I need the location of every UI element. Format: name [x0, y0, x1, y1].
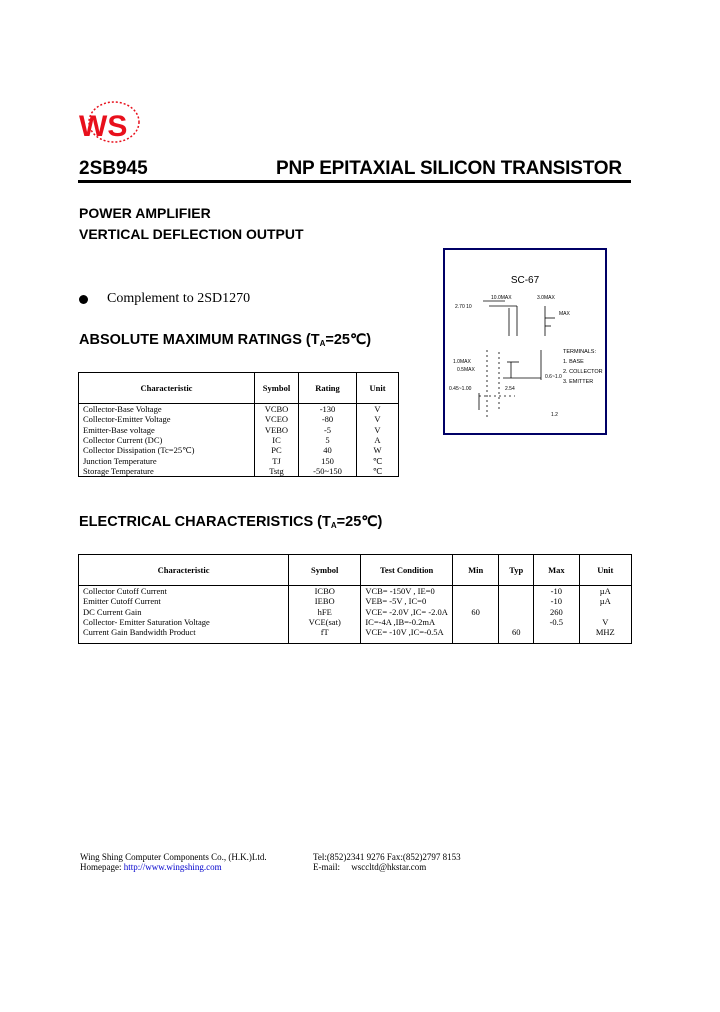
col-header-unit: Unit	[579, 555, 631, 586]
svg-text:3.0MAX: 3.0MAX	[537, 295, 555, 301]
elec-char-table	[78, 554, 632, 644]
svg-text:3. EMITTER: 3. EMITTER	[563, 379, 594, 385]
footer-tel-fax: Tel:(852)2341 9276 Fax:(852)2797 8153	[313, 852, 461, 862]
table-row: Collector Current (DC) IC 5 A	[79, 435, 399, 445]
table-row: Junction Temperature TJ 150 ℃	[79, 455, 399, 465]
col-header-min: Min	[452, 555, 498, 586]
table-row: Collector Dissipation (Tc=25℃) PC 40 W	[79, 445, 399, 455]
col-header-characteristic: Characteristic	[79, 373, 255, 404]
header-rule	[78, 180, 631, 183]
feature-line-2: VERTICAL DEFLECTION OUTPUT	[79, 226, 304, 242]
table-row: Current Gain Bandwidth Product fT VCE= -10V ,IC=-0.5A 60 MHZ	[79, 627, 632, 637]
svg-text:MAX: MAX	[559, 311, 570, 317]
company-logo	[78, 100, 142, 144]
svg-text:0.6~1.0: 0.6~1.0	[545, 374, 562, 380]
logo-text: WS	[79, 110, 128, 143]
svg-text:TERMINALS:: TERMINALS:	[563, 349, 597, 355]
col-header-unit: Unit	[357, 373, 399, 404]
svg-text:2.54: 2.54	[505, 386, 515, 392]
part-number: 2SB945	[79, 158, 148, 179]
table-row: Emitter Cutoff Current IEBO VEB= -5V , IC=0 -10 µA	[79, 596, 632, 606]
table-row: DC Current Gain hFE VCE= -2.0V ,IC= -2.0A 60 260	[79, 607, 632, 617]
complement-text: Complement to 2SD1270	[107, 291, 251, 306]
table-row: Collector Cutoff Current ICBO VCB= -150V , IE=0 -10 µA	[79, 586, 632, 597]
table-row: Collector-Base Voltage VCBO -130 V	[79, 404, 399, 415]
feature-line-1: POWER AMPLIFIER	[79, 205, 211, 221]
col-header-rating: Rating	[299, 373, 357, 404]
svg-text:10.0MAX: 10.0MAX	[491, 295, 512, 301]
table-row: Emitter-Base voltage VEBO -5 V	[79, 425, 399, 435]
table-row: Storage Temperature Tstg -50~150 ℃	[79, 466, 399, 477]
col-header-max: Max	[534, 555, 579, 586]
svg-text:2. COLLECTOR: 2. COLLECTOR	[563, 369, 603, 375]
table-row: Collector-Emitter Voltage VCEO -80 V	[79, 414, 399, 424]
svg-text:2.70 10: 2.70 10	[455, 304, 472, 310]
part-title: PNP EPITAXIAL SILICON TRANSISTOR	[276, 158, 622, 179]
abs-max-table	[78, 372, 399, 477]
svg-text:1. BASE: 1. BASE	[563, 359, 584, 365]
col-header-typ: Typ	[499, 555, 534, 586]
package-drawing	[443, 248, 607, 435]
table-row: Collector- Emitter Saturation Voltage VCE(sat) IC=-4A ,IB=-0.2mA -0.5 V	[79, 617, 632, 627]
col-header-test-condition: Test Condition	[361, 555, 453, 586]
elec-char-title: ELECTRICAL CHARACTERISTICS $(T_A=25℃)$	[79, 514, 383, 530]
footer-email: E-mail: wsccltd@hkstar.com	[313, 862, 427, 872]
package-outline-icon	[445, 250, 605, 433]
bullet-icon	[79, 295, 88, 304]
email-link[interactable]: wsccltd@hkstar.com	[351, 862, 427, 872]
svg-text:0.5MAX: 0.5MAX	[457, 367, 475, 373]
complement-bullet	[79, 291, 250, 307]
homepage-link[interactable]: http://www.wingshing.com	[123, 862, 222, 872]
package-label: SC-67	[510, 275, 540, 286]
col-header-symbol: Symbol	[255, 373, 299, 404]
footer-homepage: Homepage: http://www.wingshing.com	[80, 862, 222, 872]
svg-text:0.45~1.00: 0.45~1.00	[449, 386, 472, 392]
col-header-characteristic: Characteristic	[79, 555, 289, 586]
footer-company: Wing Shing Computer Components Co., (H.K.)Ltd.	[80, 852, 267, 862]
abs-max-title: ABSOLUTE MAXIMUM RATINGS $(T_A=25℃)$	[79, 332, 372, 348]
col-header-symbol: Symbol	[289, 555, 361, 586]
svg-text:1.2: 1.2	[551, 412, 558, 418]
svg-text:1.0MAX: 1.0MAX	[453, 359, 471, 365]
